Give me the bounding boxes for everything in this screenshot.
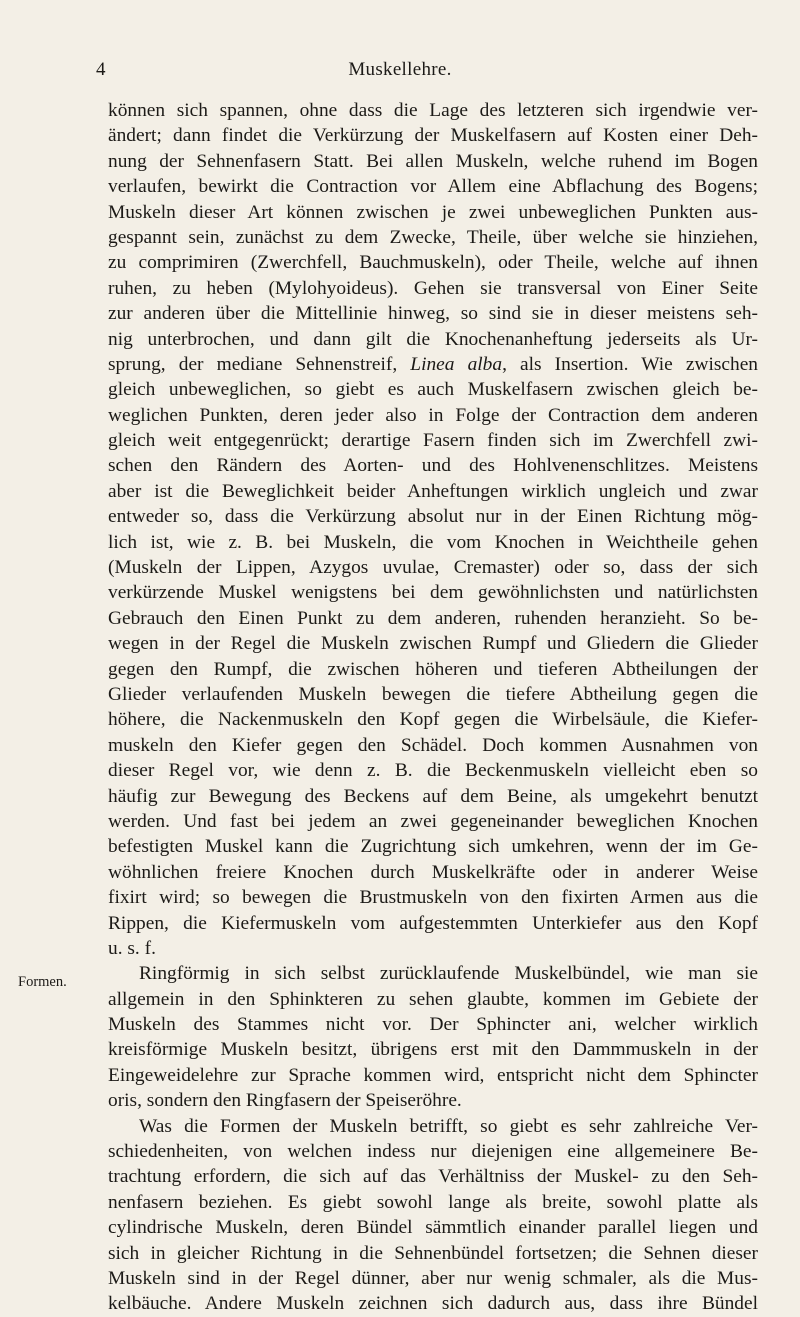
text-line: muskeln den Kiefer gegen den Schädel. Doch kommen Ausnahmen von	[108, 734, 758, 756]
text-line: lich ist, wie z. B. bei Muskeln, die vom Knochen in Weichtheile gehen	[108, 531, 758, 553]
text-line: entweder so, dass die Verkürzung absolut nur in der Einen Richtung mög-	[108, 506, 758, 528]
text-line: befestigten Muskel kann die Zugrichtung sich umkehren, wenn der im Ge-	[108, 836, 758, 858]
text-line: gegen den Rumpf, die zwischen höheren und tieferen Abtheilungen der	[108, 658, 758, 680]
text-line: nung der Sehnenfasern Statt. Bei allen Muskeln, welche ruhend im Bogen	[108, 150, 758, 172]
text-line: schiedenheiten, von welchen indess nur diejenigen eine allgemeinere Be-	[108, 1141, 758, 1163]
text-line: häufig zur Bewegung des Beckens auf dem Beine, als umgekehrt benutzt	[108, 785, 758, 807]
text-line: aber ist die Beweglichkeit beider Anheftungen wirklich ungleich und zwar	[108, 480, 758, 502]
text-line: u. s. f.	[108, 937, 156, 959]
text-line: Glieder verlaufenden Muskeln bewegen die tiefere Abtheilung gegen die	[108, 683, 758, 705]
text-line: können sich spannen, ohne dass die Lage des letzteren sich irgendwie ver-	[108, 100, 758, 121]
text-line: sich in gleicher Richtung in die Sehnenbündel fortsetzen; die Sehnen dieser	[108, 1242, 758, 1264]
text-line: gespannt sein, zunächst zu dem Zwecke, Theile, über welche sie hinziehen,	[108, 226, 758, 248]
text-line: wegen in der Regel die Muskeln zwischen Rumpf und Gliedern die Glieder	[108, 633, 758, 655]
text-line: zu comprimiren (Zwerchfell, Bauchmuskeln), oder Theile, welche auf ihnen	[108, 252, 758, 274]
text-line: kreisförmige Muskeln besitzt, übrigens erst mit den Dammmuskeln in der	[108, 1039, 758, 1061]
text-line: allgemein in den Sphinkteren zu sehen glaubte, kommen im Gebiete der	[108, 988, 758, 1010]
paragraph-start: Ringförmig in sich selbst zurücklaufende Muskelbündel, wie man sie	[139, 963, 758, 985]
text-line: (Muskeln der Lippen, Azygos uvulae, Cremaster) oder so, dass der sich	[108, 557, 758, 579]
text-line: weglichen Punkten, deren jeder also in Folge der Contraction dem anderen	[108, 404, 758, 426]
text-line-linea-alba: sprung, der mediane Sehnenstreif, Linea alba, als Insertion. Wie zwischen	[108, 353, 758, 375]
text-line: schen den Rändern des Aorten- und des Hohlvenenschlitzes. Meistens	[108, 455, 758, 477]
text-line: fixirt wird; so bewegen die Brustmuskeln von den fixirten Armen aus die	[108, 887, 758, 909]
text-line: zur anderen über die Mittellinie hinweg, so sind sie in dieser meistens seh-	[108, 303, 758, 325]
text-line: trachtung erfordern, die sich auf das Verhältniss der Muskel- zu den Seh-	[108, 1166, 758, 1188]
text-line: gleich weit entgegenrückt; derartige Fasern finden sich im Zwerchfell zwi-	[108, 430, 758, 452]
paragraph-start: Was die Formen der Muskeln betrifft, so giebt es sehr zahlreiche Ver-	[139, 1115, 758, 1137]
text-line: werden. Und fast bei jedem an zwei gegeneinander beweglichen Knochen	[108, 810, 758, 832]
text-line: Muskeln dieser Art können zwischen je zwei unbeweglichen Punkten aus-	[108, 201, 758, 223]
text-line: dieser Regel vor, wie denn z. B. die Beckenmuskeln vielleicht eben so	[108, 760, 758, 782]
text-line: ändert; dann findet die Verkürzung der Muskelfasern auf Kosten einer Deh-	[108, 125, 758, 147]
body-text	[108, 98, 758, 1317]
text-line: nig unterbrochen, und dann gilt die Knochenanheftung jederseits als Ur-	[108, 328, 758, 350]
text-line: nenfasern beziehen. Es giebt sowohl lange als breite, sowohl platte als	[108, 1191, 758, 1213]
text-line: cylindrische Muskeln, deren Bündel sämmtlich einander parallel liegen und	[108, 1217, 758, 1239]
text-line: verlaufen, bewirkt die Contraction vor Allem eine Abflachung des Bogens;	[108, 176, 758, 198]
text-line: ruhen, zu heben (Mylohyoideus). Gehen sie transversal von Einer Seite	[108, 277, 758, 299]
running-title: Muskellehre.	[348, 59, 452, 80]
margin-note: Formen.	[18, 974, 67, 990]
text-line: gleich unbeweglichen, so giebt es auch Muskelfasern zwischen gleich be-	[108, 379, 758, 401]
page-number: 4	[96, 59, 106, 80]
text-line: Muskeln sind in der Regel dünner, aber nur wenig schmaler, als die Mus-	[108, 1267, 758, 1289]
text-line: höhere, die Nackenmuskeln den Kopf gegen die Wirbelsäule, die Kiefer-	[108, 709, 758, 731]
text-line: Gebrauch den Einen Punkt zu dem anderen, ruhenden heranzieht. So be-	[108, 607, 758, 629]
text-line: Eingeweidelehre zur Sprache kommen wird, entspricht nicht dem Sphincter	[108, 1064, 758, 1086]
text-line: verkürzende Muskel wenigstens bei dem gewöhnlichsten und natürlichsten	[108, 582, 758, 604]
text-line: kelbäuche. Andere Muskeln zeichnen sich dadurch aus, dass ihre Bündel	[108, 1293, 758, 1315]
text-line: oris, sondern den Ringfasern der Speiseröhre.	[108, 1090, 462, 1112]
text-line: wöhnlichen freiere Knochen durch Muskelkräfte oder in anderer Weise	[108, 861, 758, 883]
text-line: Rippen, die Kiefermuskeln vom aufgestemmten Unterkiefer aus den Kopf	[108, 912, 758, 934]
text-line: Muskeln des Stammes nicht vor. Der Sphincter ani, welcher wirklich	[108, 1014, 758, 1036]
